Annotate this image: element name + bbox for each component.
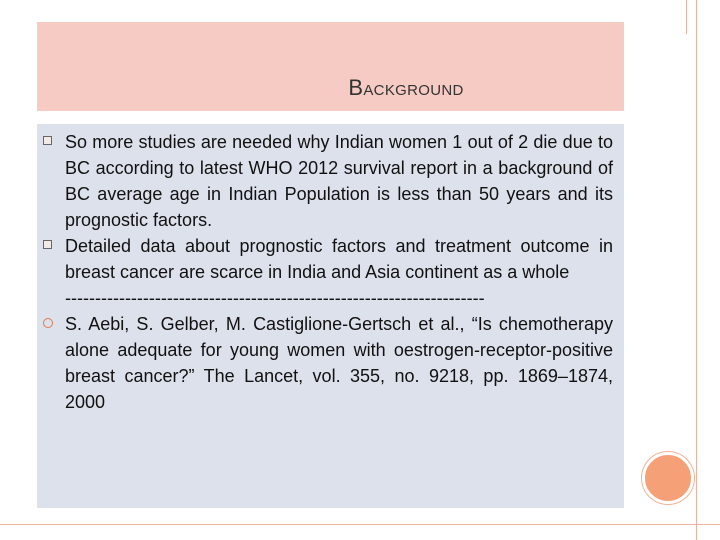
ring-bullet-icon bbox=[42, 317, 54, 329]
bullet-text: So more studies are needed why Indian women 1 out of 2 die due to BC according to latest WHO 2012 survival report in a background of BC average age in Indian Population is less than 50 years and its prognostic factors. bbox=[65, 132, 613, 230]
bullet-list bbox=[53, 129, 613, 415]
ring-bullet-icon bbox=[53, 291, 54, 303]
square-bullet-icon bbox=[42, 239, 54, 251]
separator-text: ---------------------------------------------------------------------- bbox=[65, 288, 485, 308]
bullet-item-1 bbox=[53, 129, 613, 233]
bottom-rule bbox=[0, 524, 720, 525]
bullet-item-3 bbox=[53, 285, 613, 311]
bullet-item-2 bbox=[53, 233, 613, 285]
square-bullet-icon bbox=[42, 135, 54, 147]
reference-text: S. Aebi, S. Gelber, M. Castiglione-Gertsch et al., “Is chemotherapy alone adequate for young women with oestrogen-receptor-positive breast cancer?” The Lancet, vol. 355, no. 9218, pp. 1869–1874, 2000 bbox=[65, 314, 613, 412]
bullet-item-4 bbox=[53, 311, 613, 415]
decorative-circle bbox=[642, 452, 694, 504]
slide-title: Background bbox=[348, 75, 464, 100]
top-right-rule bbox=[686, 0, 687, 34]
bullet-text: Detailed data about prognostic factors and treatment outcome in breast cancer are scarce in India and Asia continent as a whole bbox=[65, 236, 613, 282]
